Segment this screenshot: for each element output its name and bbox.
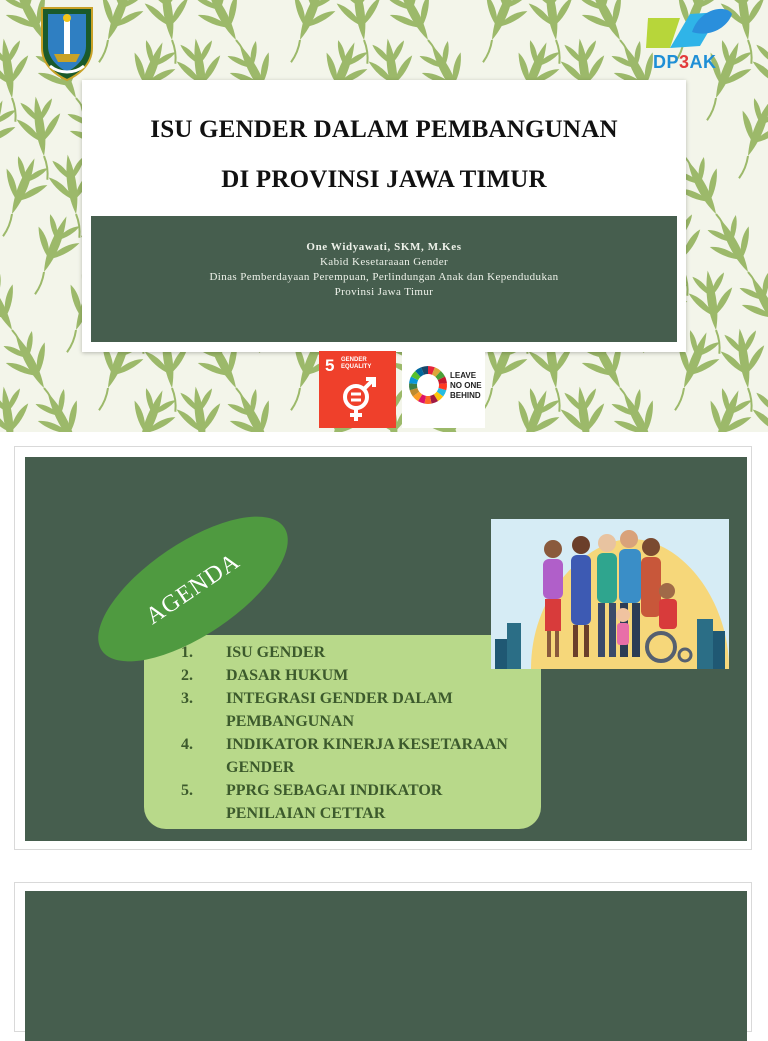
agenda-list (181, 641, 526, 825)
slide-title-line-2: DI PROVINSI JAWA TIMUR (221, 166, 547, 193)
slide-title-line-1: ISU GENDER DALAM PEMBANGUNAN (150, 116, 618, 143)
next-slide-frame (14, 882, 752, 1032)
list-item: 3. INTEGRASI GENDER DALAM PEMBANGUNAN (181, 690, 453, 730)
title-card (82, 80, 686, 352)
list-item: 5. PPRG SEBAGAI INDIKATOR PENILAIAN CETTAR (181, 782, 443, 822)
title-slide (0, 0, 768, 432)
sdg5-gender-equality-badge (319, 351, 396, 428)
list-item: 4. INDIKATOR KINERJA KESETARAAN GENDER (181, 736, 508, 776)
sdg-label: GENDER EQUALITY (341, 357, 372, 370)
diverse-people-illustration-icon (491, 519, 729, 669)
author-position: Kabid Kesetaraaan Gender (319, 256, 449, 268)
agenda-title: AGENDA (140, 547, 245, 630)
lnob-text: LEAVE NO ONE BEHIND (450, 371, 482, 400)
list-item: 1. ISU GENDER (181, 644, 326, 661)
author-name: One Widyawati, SKM, M.Kes (306, 241, 462, 253)
gender-equality-icon (339, 375, 377, 423)
agenda-list-box (144, 635, 541, 829)
agenda-slide (25, 457, 747, 841)
author-info-box (91, 216, 677, 342)
leave-no-one-behind-badge (402, 351, 485, 428)
sdg-wheel-icon (408, 365, 448, 405)
east-java-emblem-icon (36, 4, 98, 82)
author-office: Dinas Pemberdayaan Perempuan, Perlindungan Anak dan Kependudukan (209, 271, 559, 283)
list-item: 2. DASAR HUKUM (181, 667, 349, 684)
agenda-slide-frame (14, 446, 752, 850)
dp3ak-logo-text: DP3AK (653, 52, 717, 72)
author-province: Provinsi Jawa Timur (334, 286, 434, 298)
next-slide (25, 891, 747, 1041)
sdg-number: 5 (325, 356, 335, 375)
